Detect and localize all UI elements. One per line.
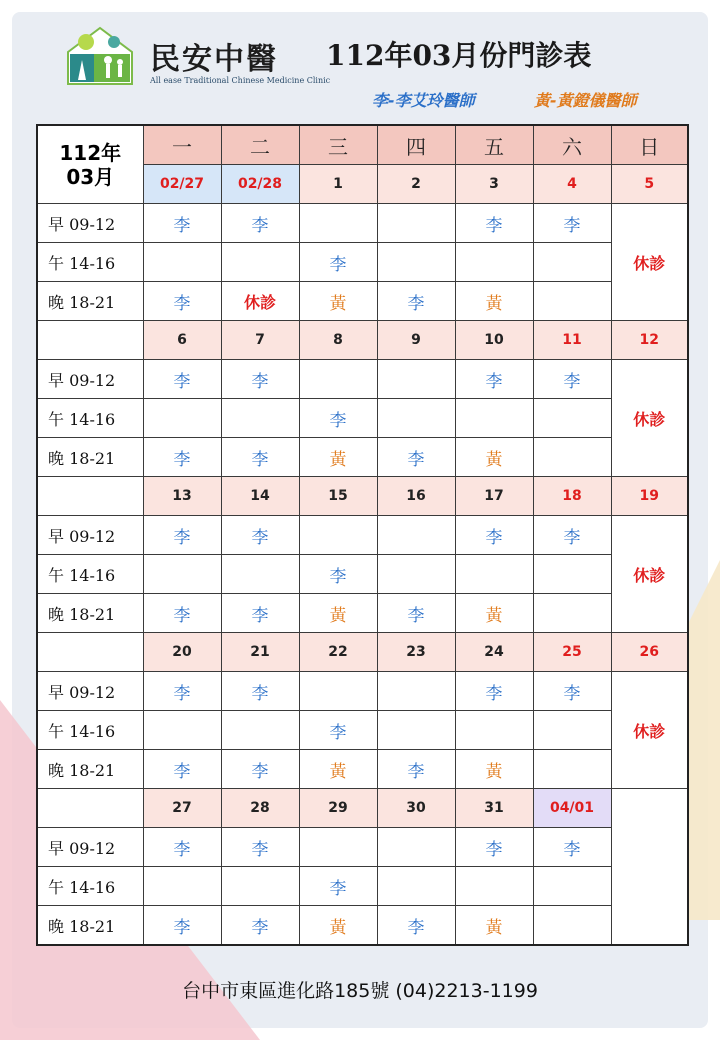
slot-row [37,711,688,750]
schedule-cell: 李 [299,711,377,750]
slot-row [37,594,688,633]
schedule-cell: 李 [299,555,377,594]
date-row [37,789,688,828]
clinic-schedule-table [36,124,689,946]
schedule-cell [299,360,377,399]
date-cell: 15 [299,477,377,516]
sunday-closed: 休診 [611,516,688,633]
time-slot-label: 午 14-16 [37,867,143,906]
schedule-cell: 李 [299,867,377,906]
weekday-header: 二 [221,125,299,165]
schedule-cell: 李 [221,750,299,789]
date-cell: 6 [143,321,221,360]
schedule-cell [299,204,377,243]
schedule-cell [299,672,377,711]
page-title: 112年03月份門診表 [326,39,592,72]
date-cell: 8 [299,321,377,360]
schedule-cell: 李 [377,750,455,789]
slot-row [37,867,688,906]
date-row [37,477,688,516]
schedule-cell: 李 [143,906,221,946]
date-row [37,321,688,360]
date-cell: 19 [611,477,688,516]
doctor-huang-legend: 黃-黃鐙儀醫師 [534,91,637,110]
schedule-cell [533,243,611,282]
time-slot-label: 午 14-16 [37,243,143,282]
clinic-name: 民安中醫 [150,42,278,77]
date-cell: 25 [533,633,611,672]
schedule-cell: 李 [221,204,299,243]
weekday-header: 三 [299,125,377,165]
slot-row [37,555,688,594]
schedule-cell: 李 [143,750,221,789]
date-cell: 10 [455,321,533,360]
schedule-cell: 李 [533,828,611,867]
schedule-cell [377,867,455,906]
time-slot-label: 午 14-16 [37,399,143,438]
schedule-cell [377,711,455,750]
schedule-cell: 李 [143,360,221,399]
date-cell: 7 [221,321,299,360]
schedule-cell [533,867,611,906]
weekday-header: 一 [143,125,221,165]
time-slot-label: 晚 18-21 [37,594,143,633]
schedule-cell [143,711,221,750]
date-cell: 20 [143,633,221,672]
schedule-cell [143,555,221,594]
schedule-cell: 李 [221,516,299,555]
schedule-cell: 李 [377,282,455,321]
schedule-cell [533,555,611,594]
schedule-cell: 黃 [455,750,533,789]
date-cell: 14 [221,477,299,516]
schedule-cell [533,711,611,750]
time-slot-label: 晚 18-21 [37,750,143,789]
date-cell: 30 [377,789,455,828]
doctor-li-legend: 李-李艾玲醫師 [372,91,475,110]
slot-row [37,204,688,243]
schedule-cell [377,360,455,399]
slot-row [37,360,688,399]
date-row-spacer [37,633,143,672]
weekday-header: 四 [377,125,455,165]
clinic-logo-icon [64,24,136,86]
date-cell: 21 [221,633,299,672]
schedule-cell: 黃 [455,594,533,633]
schedule-cell [455,243,533,282]
schedule-cell: 李 [455,828,533,867]
date-row-spacer [37,789,143,828]
schedule-cell: 黃 [455,438,533,477]
schedule-cell: 黃 [455,282,533,321]
date-cell: 02/27 [143,165,221,204]
slot-row [37,438,688,477]
corner-year: 112年 [59,140,122,165]
date-cell: 31 [455,789,533,828]
schedule-cell [533,399,611,438]
slot-row [37,243,688,282]
schedule-cell [377,204,455,243]
schedule-cell: 李 [143,672,221,711]
schedule-cell [221,711,299,750]
schedule-cell: 黃 [299,282,377,321]
year-month-corner [37,125,143,204]
date-cell: 18 [533,477,611,516]
schedule-cell [533,750,611,789]
schedule-cell [221,243,299,282]
schedule-cell: 李 [143,516,221,555]
time-slot-label: 早 09-12 [37,360,143,399]
slot-row [37,516,688,555]
sunday-closed: 休診 [611,204,688,321]
date-cell: 22 [299,633,377,672]
date-row-spacer [37,321,143,360]
date-cell: 27 [143,789,221,828]
schedule-cell [377,516,455,555]
schedule-cell [143,867,221,906]
schedule-cell [455,867,533,906]
date-row [37,633,688,672]
schedule-cell: 黃 [299,594,377,633]
time-slot-label: 晚 18-21 [37,438,143,477]
schedule-cell [377,243,455,282]
schedule-cell: 李 [221,672,299,711]
schedule-cell [533,282,611,321]
schedule-cell [455,711,533,750]
date-cell: 4 [533,165,611,204]
schedule-cell: 李 [143,828,221,867]
schedule-cell [143,243,221,282]
schedule-cell [221,867,299,906]
schedule-cell [299,828,377,867]
weekday-header: 六 [533,125,611,165]
date-cell: 13 [143,477,221,516]
schedule-cell: 休診 [221,282,299,321]
clinic-address: 台中市東區進化路185號 (04)2213-1199 [182,980,538,1002]
date-cell: 16 [377,477,455,516]
schedule-cell: 李 [455,360,533,399]
schedule-cell [533,594,611,633]
schedule-cell [143,399,221,438]
time-slot-label: 晚 18-21 [37,906,143,946]
slot-row [37,906,688,946]
schedule-cell: 李 [533,360,611,399]
schedule-cell: 李 [455,672,533,711]
date-cell: 17 [455,477,533,516]
schedule-cell: 李 [455,516,533,555]
slot-row [37,282,688,321]
weekday-header-row [37,125,688,165]
slot-row [37,399,688,438]
time-slot-label: 早 09-12 [37,828,143,867]
schedule-cell [377,399,455,438]
schedule-cell: 李 [221,594,299,633]
schedule-cell: 李 [143,282,221,321]
time-slot-label: 午 14-16 [37,555,143,594]
date-cell: 2 [377,165,455,204]
schedule-cell [533,906,611,946]
time-slot-label: 早 09-12 [37,672,143,711]
schedule-cell: 李 [221,438,299,477]
date-cell: 23 [377,633,455,672]
schedule-cell: 黃 [299,750,377,789]
schedule-cell: 李 [299,399,377,438]
date-cell: 9 [377,321,455,360]
schedule-cell: 黃 [299,438,377,477]
schedule-cell: 李 [221,906,299,946]
sunday-closed: 休診 [611,360,688,477]
schedule-cell [455,399,533,438]
date-cell: 02/28 [221,165,299,204]
date-cell: 28 [221,789,299,828]
schedule-cell: 李 [299,243,377,282]
slot-row [37,828,688,867]
schedule-cell [221,555,299,594]
date-cell: 12 [611,321,688,360]
schedule-cell: 李 [377,594,455,633]
schedule-cell: 李 [143,438,221,477]
schedule-cell: 李 [533,204,611,243]
schedule-cell: 李 [221,828,299,867]
schedule-cell [299,516,377,555]
schedule-cell: 黃 [455,906,533,946]
date-cell: 04/01 [533,789,611,828]
schedule-cell: 黃 [299,906,377,946]
sunday-closed: 休診 [611,672,688,789]
schedule-cell: 李 [377,906,455,946]
weekday-header: 五 [455,125,533,165]
date-row-spacer [37,477,143,516]
clinic-name-en: All ease Traditional Chinese Medicine Clinic [150,76,331,85]
schedule-cell [221,399,299,438]
schedule-cell: 李 [455,204,533,243]
date-cell: 24 [455,633,533,672]
schedule-cell [533,438,611,477]
schedule-cell [455,555,533,594]
schedule-cell: 李 [221,360,299,399]
schedule-cell [377,672,455,711]
date-cell: 29 [299,789,377,828]
schedule-cell: 李 [143,594,221,633]
date-cell: 11 [533,321,611,360]
schedule-cell [377,828,455,867]
schedule-cell [377,555,455,594]
slot-row [37,750,688,789]
date-cell: 3 [455,165,533,204]
corner-month: 03月 [66,164,115,189]
time-slot-label: 午 14-16 [37,711,143,750]
slot-row [37,672,688,711]
schedule-cell: 李 [533,672,611,711]
date-cell [611,789,688,946]
date-cell: 1 [299,165,377,204]
time-slot-label: 早 09-12 [37,516,143,555]
time-slot-label: 早 09-12 [37,204,143,243]
schedule-cell: 李 [533,516,611,555]
weekday-header: 日 [611,125,688,165]
schedule-cell: 李 [377,438,455,477]
date-cell: 5 [611,165,688,204]
time-slot-label: 晚 18-21 [37,282,143,321]
schedule-cell: 李 [143,204,221,243]
date-cell: 26 [611,633,688,672]
